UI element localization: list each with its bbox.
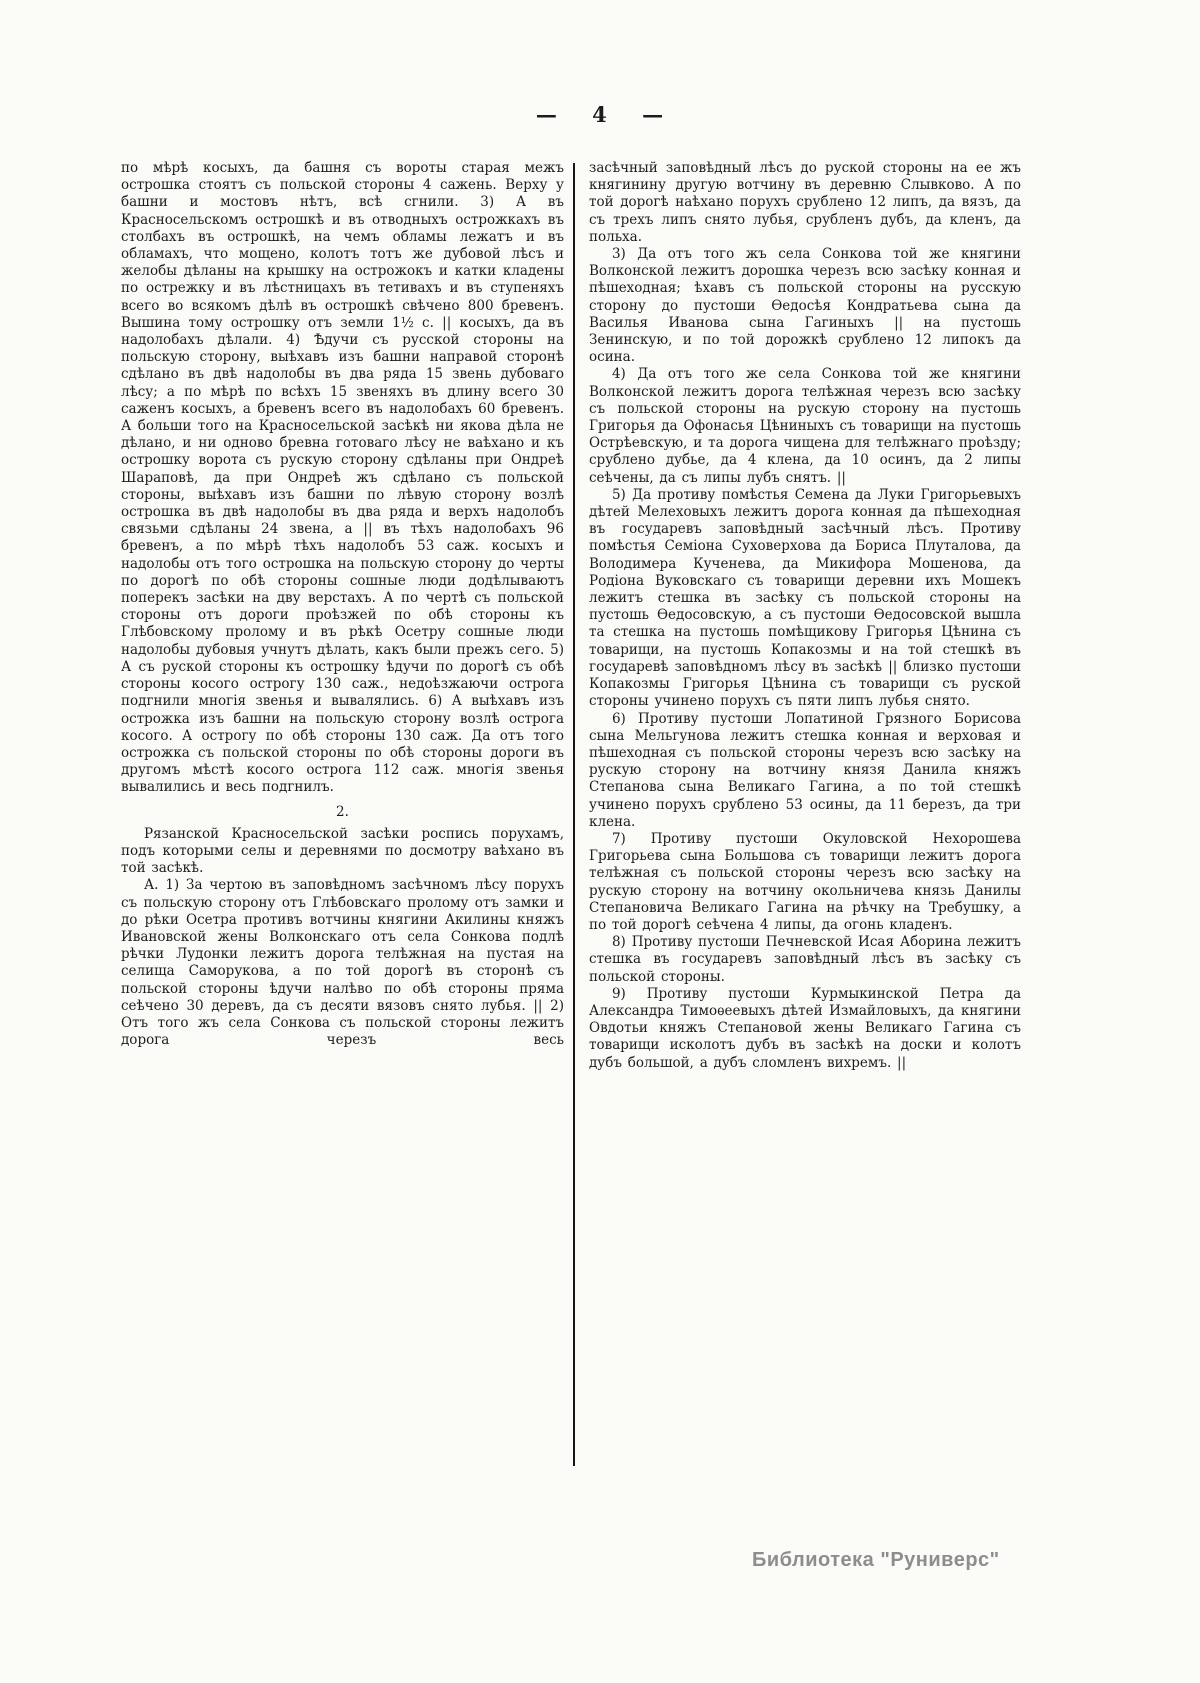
paragraph: 4) Да отъ того же села Сонкова той же княгини Волконской лежитъ дорога телѣжная черезъ всю засѣку съ польской стороны на рускую сторону на пустошь Григорья да Офонасья Цѣниныхъ съ товарищи на пустошь Острѣевскую, и та дорога чищена для телѣжнаго проѣзду; срублено дубье, да 4 клена, да 10 осинъ, да 2 липы сеѣчены, да съ липы лубъ снятъ. ||	[589, 366, 1021, 486]
right-column	[589, 160, 1021, 1072]
page-number: — 4 —	[535, 102, 665, 127]
paragraph: Рязанской Красносельской засѣки роспись порухамъ, подъ которыми селы и деревнями по досмотру ваѣхано въ той засѣкѣ.	[121, 825, 564, 877]
paragraph: 2.	[336, 803, 349, 820]
paragraph: 8) Противу пустоши Печневской Исая Аборина лежитъ стешка въ государевъ заповѣдный лѣсъ въ засѣку съ польской стороны.	[589, 934, 1021, 985]
paragraph: А. 1) За чертою въ заповѣдномъ засѣчномъ лѣсу порухъ съ польскую сторону отъ Глѣбовскаго пролому отъ замки и до рѣки Осетра противъ вотчины княгини Акилины княжъ Ивановской жены Волконскаго отъ села Сонкова подлѣ рѣчки Лудонки лежитъ дорога телѣжная на пустая на селища Саморукова, а по той дорогѣ въ сторонѣ съ польской стороны ѣдучи налѣво по обѣ стороны пряма сеѣчено 30 деревъ, да съ десяти вязовъ снято лубья. || 2) Отъ того жъ села Сонкова съ польской стороны лежитъ дорога черезъ весь	[121, 877, 564, 1049]
paragraph: 7) Противу пустоши Окуловской Нехорошева Григорьева сына Большова съ товарищи лежитъ дорога телѣжная съ польской стороны черезъ всю засѣку на рускую сторону на вотчину окольничева князь Данилы Степановича Великаго Гагина на рѣчку на Требушку, а по той дорогѣ сеѣчена 4 липы, да огонь кладенъ.	[589, 830, 1021, 933]
paragraph: по мѣрѣ косыхъ, да башня съ вороты старая межъ острошка стоятъ съ польской стороны 4 сажень. Верху у башни и мостовъ нѣтъ, всѣ сгнили. 3) А въ Красносельскомъ острошкѣ и въ отводныхъ острожкахъ въ столбахъ въ острошкѣ, на чемъ обламы лежатъ и въ обламахъ, что мощено, колотъ тотъ же дубовой лѣсъ и желобы дѣланы на крышку на острожокъ и катки кладены по острежку и въ лѣстницахъ въ тетивахъ и въ ступеняхъ всего во всякомъ дѣлѣ въ острошкѣ свѣчено 800 бревенъ. Вышина тому острошку отъ земли 1½ с. || косыхъ, да въ надолобахъ дѣлали. 4) Ѣдучи съ русской стороны на польскую сторону, выѣхавъ изъ башни направой сторонѣ сдѣлано въ двѣ надолобы въ два ряда 15 звень дубоваго лѣсу; а по мѣрѣ по всѣхъ 15 звеняхъ въ длину всего 30 саженъ косыхъ, а бревенъ всего въ надолобахъ 60 бревенъ. А больши того на Красносельской засѣкѣ ни якова дѣла не дѣлано, и ни одново бревна готоваго лѣсу не ваѣхано и къ острошку ворота съ рускую сторону сдѣланы при Ондреѣ Шараповѣ, да при Ондреѣ жъ сдѣлано съ польской стороны, выѣхавъ изъ башни по лѣвую сторону возлѣ острошка въ двѣ надолобы въ два ряда и верхъ надолобъ связьми сдѣланы 24 звена, а || въ тѣхъ надолобахъ 96 бревенъ, а по мѣрѣ тѣхъ надолобъ 53 саж. косыхъ и надолобы отъ того острошка на польскую сторону до черты по дорогѣ по обѣ стороны сошные люди додѣлываютъ поперекъ засѣки на дву верстахъ. А по чертѣ съ польской стороны отъ дороги проѣзжей по обѣ стороны къ Глѣбовскому пролому и въ рѣкѣ Осетру сошные люди надолобы дубовыя учнутъ дѣлать, какъ были прежъ сего. 5) А съ руской стороны къ острошку ѣдучи по дорогѣ съ обѣ стороны косого острогу 130 саж., недоѣзжаючи острога подгнили многія звенья и вывалялись. 6) А выѣхавъ изъ острожка изъ башни на польскую сторону возлѣ острога косого. А острогу по обѣ стороны 130 саж. Да отъ того острожка съ польской стороны по обѣ стороны дороги въ другомъ мѣстѣ косого острога 112 саж. многія звенья вывалились и весь подгнилъ.	[121, 160, 564, 796]
paragraph: 6) Противу пустоши Лопатиной Грязного Борисова сына Мельгунова лежитъ стешка конная и верховая и пѣшеходная съ польской стороны черезъ всю засѣку на рускую сторону на вотчину князя Данила княжъ Степанова сына Великаго Гагина, а по той стешкѣ учинено порухъ срублено 53 осины, да 11 березъ, да три клена.	[589, 710, 1021, 830]
library-watermark: Библиотека "Руниверс"	[752, 1549, 1000, 1571]
paragraph: 3) Да отъ того жъ села Сонкова той же княгини Волконской лежитъ дорошка черезъ всю засѣку конная и пѣшеходная; ѣхавъ съ польской стороны на русскую сторону до пустоши Ѳедосѣя Кондратьева сына да Василья Иванова сына Гагиныхъ || на пустошь Зенинскую, и по той дорожкѣ срублено 12 липокъ да осина.	[589, 246, 1021, 366]
paragraph: засѣчный заповѣдный лѣсъ до руской стороны на ее жъ княгинину другую вотчину въ деревню Слывково. А по той дорогѣ наѣхано порухъ срублено 12 липъ, да вязъ, да съ трехъ липъ снято лубья, срубленъ дубъ, да кленъ, да польха.	[589, 160, 1021, 245]
paragraph: 5) Да противу помѣстья Семена да Луки Григорьевыхъ дѣтей Мелеховыхъ лежитъ дорога конная да пѣшеходная въ государевъ заповѣдный засѣчный лѣсъ. Противу помѣстья Семіона Суховерхова да Бориса Плуталова, да Володимера Кученева, да Микифора Мошенова, да Родіона Вуковскаго съ товарищи деревни ихъ Мошекъ лежитъ стешка въ засѣку съ польской стороны на пустошь Ѳедосовскую, а съ пустоши Ѳедосовской вышла та стешка на пустошь помѣщикову Григорья Цѣнина съ товарищи, на пустошь Копакозмы и на той стешкѣ въ государевѣ заповѣдномъ лѣсу въ засѣкѣ || близко пустоши Копакозмы Григорья Цѣнина съ товарищи съ руской стороны учинено порухъ съ пяти липъ лубья снято.	[589, 486, 1021, 710]
column-divider	[573, 163, 575, 1466]
left-column	[121, 160, 564, 1049]
paragraph: 9) Противу пустоши Курмыкинской Петра да Александра Тимоѳеевыхъ дѣтей Измайловыхъ, да княгини Овдотьи княжъ Степановой жены Великаго Гагина съ товарищи исколотъ дубъ въ засѣкѣ на доски и колотъ дубъ большой, а дубъ сломленъ вихремъ. ||	[589, 985, 1021, 1071]
